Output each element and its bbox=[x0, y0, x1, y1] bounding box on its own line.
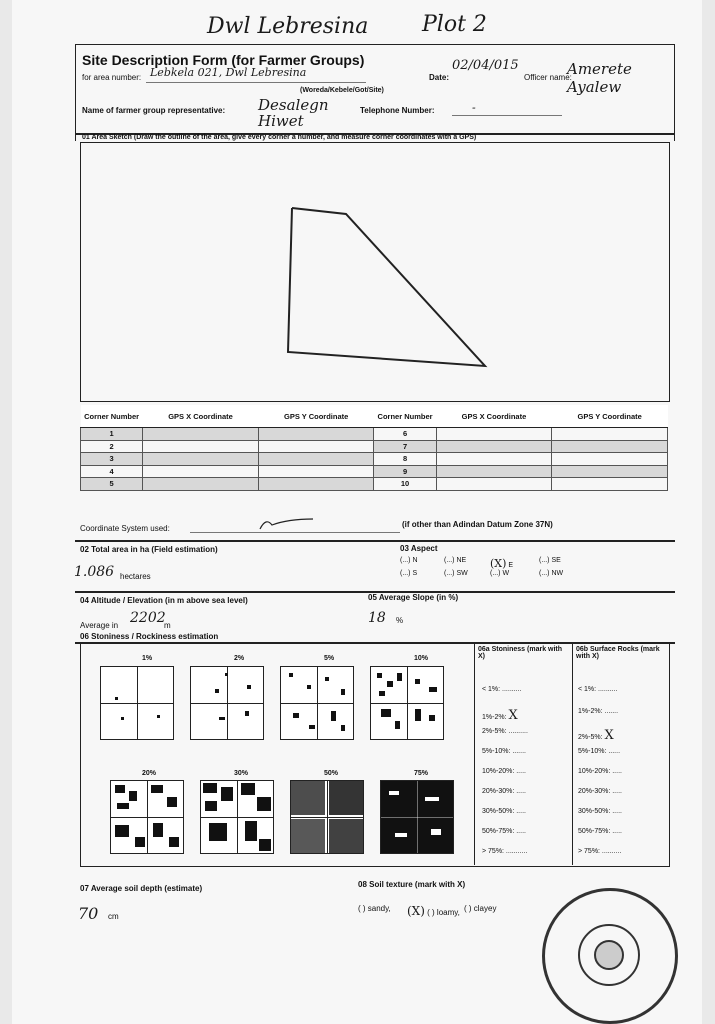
area-value[interactable]: 1.086 bbox=[74, 564, 115, 580]
aspect-option-se[interactable]: (...) SE bbox=[539, 557, 561, 564]
form-sheet bbox=[12, 0, 702, 1024]
altitude-label: Average in bbox=[80, 621, 119, 630]
surface-rock-option-selected[interactable] bbox=[578, 728, 614, 743]
col-y-left: GPS Y Coordinate bbox=[258, 405, 374, 428]
stoniness-grid-5pct bbox=[280, 666, 354, 740]
soil-texture-sandy[interactable]: ( ) sandy, bbox=[358, 904, 391, 913]
phone-label: Telephone Number: bbox=[360, 106, 435, 115]
stoniness-col-divider bbox=[474, 643, 475, 865]
stoniness-option[interactable]: 2%-5%: .......... bbox=[482, 728, 528, 735]
officer-label: Officer name: bbox=[524, 73, 572, 82]
gps-x-cell[interactable] bbox=[143, 465, 259, 478]
gps-row bbox=[81, 428, 668, 441]
gps-x-cell[interactable] bbox=[143, 453, 259, 466]
stoniness-option[interactable]: 10%-20%: ..... bbox=[482, 768, 526, 775]
grid-label: 5% bbox=[324, 655, 335, 662]
gps-row bbox=[81, 453, 668, 466]
aspect-option-e[interactable] bbox=[490, 557, 513, 570]
area-heading: 02 Total area in ha (Field estimation) bbox=[80, 545, 218, 554]
surface-rock-option[interactable]: > 75%: .......... bbox=[578, 848, 622, 855]
surface-rock-option[interactable]: 20%-30%: ..... bbox=[578, 788, 622, 795]
corner-number: 9 bbox=[374, 465, 436, 478]
gps-row bbox=[81, 440, 668, 453]
gps-x-cell[interactable] bbox=[436, 440, 552, 453]
stoniness-grid-2pct bbox=[190, 666, 264, 740]
altitude-value[interactable]: 2202 bbox=[130, 610, 166, 626]
aspect-mark: (X) bbox=[490, 557, 507, 570]
gps-y-cell[interactable] bbox=[552, 428, 668, 441]
grid-label: 10% bbox=[414, 655, 429, 662]
rep-label: Name of farmer group representative: bbox=[82, 106, 226, 115]
gps-y-cell[interactable] bbox=[258, 428, 374, 441]
stoniness-grid-20pct bbox=[110, 780, 184, 854]
gps-x-cell[interactable] bbox=[143, 478, 259, 491]
stoniness-option[interactable]: 30%-50%: ..... bbox=[482, 808, 526, 815]
altitude-heading: 04 Altitude / Elevation (in m above sea level) bbox=[80, 596, 248, 605]
slope-value[interactable]: 18 bbox=[368, 610, 386, 626]
surface-rock-option[interactable]: 5%-10%: ...... bbox=[578, 748, 621, 755]
aspect-option-w[interactable]: (...) W bbox=[490, 570, 510, 577]
stoniness-grid-30pct bbox=[200, 780, 274, 854]
area-sublabel: (Woreda/Kebele/Got/Site) bbox=[300, 87, 384, 94]
aspect-option-e-label: E bbox=[508, 562, 514, 569]
corner-number: 4 bbox=[81, 465, 143, 478]
surface-rock-option[interactable]: 10%-20%: ..... bbox=[578, 768, 622, 775]
gps-y-cell[interactable] bbox=[552, 440, 668, 453]
stoniness-col-b-title: 06b Surface Rocks (mark with X) bbox=[576, 646, 660, 660]
surface-rock-option[interactable]: 50%-75%: ..... bbox=[578, 828, 622, 835]
sketch-heading: 01 Area Sketch (Draw the outline of the area, give every corner a number, and measure corner coordinates with a GPS) bbox=[82, 134, 477, 141]
gps-y-cell[interactable] bbox=[552, 453, 668, 466]
gps-x-cell[interactable] bbox=[143, 440, 259, 453]
gps-row bbox=[81, 478, 668, 491]
aspect-option-ne[interactable]: (...) NE bbox=[444, 557, 467, 564]
corner-number: 10 bbox=[374, 478, 436, 491]
col-corner-left: Corner Number bbox=[81, 405, 143, 428]
gps-y-cell[interactable] bbox=[258, 440, 374, 453]
aspect-heading: 03 Aspect bbox=[400, 544, 438, 553]
date-value[interactable]: 02/04/015 bbox=[452, 58, 519, 73]
area-value[interactable]: Lebkela 021, Dwl Lebresina bbox=[150, 66, 307, 79]
stoniness-option[interactable]: 20%-30%: ..... bbox=[482, 788, 526, 795]
surface-rock-option[interactable]: 30%-50%: ..... bbox=[578, 808, 622, 815]
gps-x-cell[interactable] bbox=[143, 428, 259, 441]
site-name-handwriting: Dwl Lebresina bbox=[207, 14, 369, 39]
phone-value[interactable]: - bbox=[472, 101, 476, 114]
aspect-option-s[interactable]: (...) S bbox=[400, 570, 418, 577]
grid-label: 20% bbox=[142, 770, 157, 777]
area-label: for area number: bbox=[82, 73, 142, 82]
grid-label: 75% bbox=[414, 770, 429, 777]
col-x-left: GPS X Coordinate bbox=[143, 405, 259, 428]
stoniness-grid-1pct bbox=[100, 666, 174, 740]
area-sketch-drawing bbox=[80, 142, 670, 402]
corner-number: 1 bbox=[81, 428, 143, 441]
stoniness-option[interactable]: < 1%: .......... bbox=[482, 686, 522, 693]
aspect-option-nw[interactable]: (...) NW bbox=[539, 570, 564, 577]
gps-x-cell[interactable] bbox=[436, 478, 552, 491]
stoniness-option[interactable]: 50%-75%: ..... bbox=[482, 828, 526, 835]
corner-number: 8 bbox=[374, 453, 436, 466]
soil-texture-heading: 08 Soil texture (mark with X) bbox=[358, 880, 466, 889]
slope-unit: % bbox=[396, 616, 404, 625]
date-label: Date: bbox=[429, 73, 450, 82]
corner-number: 7 bbox=[374, 440, 436, 453]
gps-table bbox=[80, 405, 668, 491]
stoniness-grid-50pct bbox=[290, 780, 364, 854]
stoniness-option-selected[interactable] bbox=[482, 708, 518, 723]
form-title: Site Description Form (for Farmer Groups) bbox=[82, 52, 365, 68]
stoniness-heading: 06 Stoniness / Rockiness estimation bbox=[80, 632, 219, 641]
gps-x-cell[interactable] bbox=[436, 453, 552, 466]
grid-label: 50% bbox=[324, 770, 339, 777]
stoniness-col-a-title: 06a Stoniness (mark with X) bbox=[478, 646, 563, 660]
surface-rock-option[interactable]: < 1%: .......... bbox=[578, 686, 618, 693]
gps-y-cell[interactable] bbox=[552, 465, 668, 478]
grid-label: 2% bbox=[234, 655, 245, 662]
altitude-unit: m bbox=[164, 621, 171, 630]
col-y-right: GPS Y Coordinate bbox=[552, 405, 668, 428]
area-underline bbox=[146, 82, 366, 83]
gps-y-cell[interactable] bbox=[258, 465, 374, 478]
soil-depth-value[interactable]: 70 bbox=[78, 904, 99, 923]
stoniness-option[interactable]: > 75%: ........... bbox=[482, 848, 528, 855]
aspect-option-n[interactable]: (...) N bbox=[400, 557, 418, 564]
soil-texture-loamy[interactable] bbox=[407, 904, 460, 918]
corner-number: 2 bbox=[81, 440, 143, 453]
coord-system-scribble bbox=[258, 515, 318, 531]
phone-underline bbox=[452, 115, 562, 116]
rep-value[interactable]: Desalegn Hiwet bbox=[258, 96, 329, 130]
soil-texture-loamy-label: ( ) loamy, bbox=[427, 908, 460, 917]
coord-system-label: Coordinate System used: bbox=[80, 524, 170, 533]
slope-heading: 05 Average Slope (in %) bbox=[368, 593, 459, 602]
stoniness-option[interactable]: 5%-10%: ....... bbox=[482, 748, 526, 755]
soil-depth-unit: cm bbox=[108, 912, 119, 921]
soil-texture-mark: (X) bbox=[407, 904, 425, 918]
soil-depth-heading: 07 Average soil depth (estimate) bbox=[80, 884, 203, 893]
corner-number: 6 bbox=[374, 428, 436, 441]
official-stamp-emblem-icon bbox=[594, 940, 624, 970]
surface-rock-option[interactable]: 1%-2%: ....... bbox=[578, 708, 619, 715]
coord-system-underline bbox=[190, 532, 400, 533]
corner-number: 5 bbox=[81, 478, 143, 491]
soil-texture-clayey[interactable]: ( ) clayey bbox=[464, 904, 497, 913]
gps-x-cell[interactable] bbox=[436, 465, 552, 478]
gps-x-cell[interactable] bbox=[436, 428, 552, 441]
gps-y-cell[interactable] bbox=[258, 478, 374, 491]
stoniness-grid-75pct bbox=[380, 780, 454, 854]
aspect-option-sw[interactable]: (...) SW bbox=[444, 570, 468, 577]
col-x-right: GPS X Coordinate bbox=[436, 405, 552, 428]
gps-y-cell[interactable] bbox=[552, 478, 668, 491]
coord-system-suffix: (if other than Adindan Datum Zone 37N) bbox=[402, 520, 553, 529]
gps-row bbox=[81, 465, 668, 478]
surface-rock-mark: X bbox=[604, 728, 614, 743]
stoniness-col-divider bbox=[572, 643, 573, 865]
area-unit: hectares bbox=[120, 572, 151, 581]
stoniness-grid-10pct bbox=[370, 666, 444, 740]
section-rule bbox=[75, 540, 675, 542]
officer-value[interactable]: Amerete Ayalew bbox=[567, 60, 632, 96]
plot-handwriting: Plot 2 bbox=[422, 12, 487, 37]
surface-rock-option-label: 2%-5%: bbox=[578, 734, 603, 741]
stoniness-mark: X bbox=[508, 708, 518, 723]
col-corner-right: Corner Number bbox=[374, 405, 436, 428]
corner-number: 3 bbox=[81, 453, 143, 466]
gps-y-cell[interactable] bbox=[258, 453, 374, 466]
grid-label: 30% bbox=[234, 770, 249, 777]
stoniness-option-label: 1%-2%: bbox=[482, 714, 507, 721]
grid-label: 1% bbox=[142, 655, 153, 662]
